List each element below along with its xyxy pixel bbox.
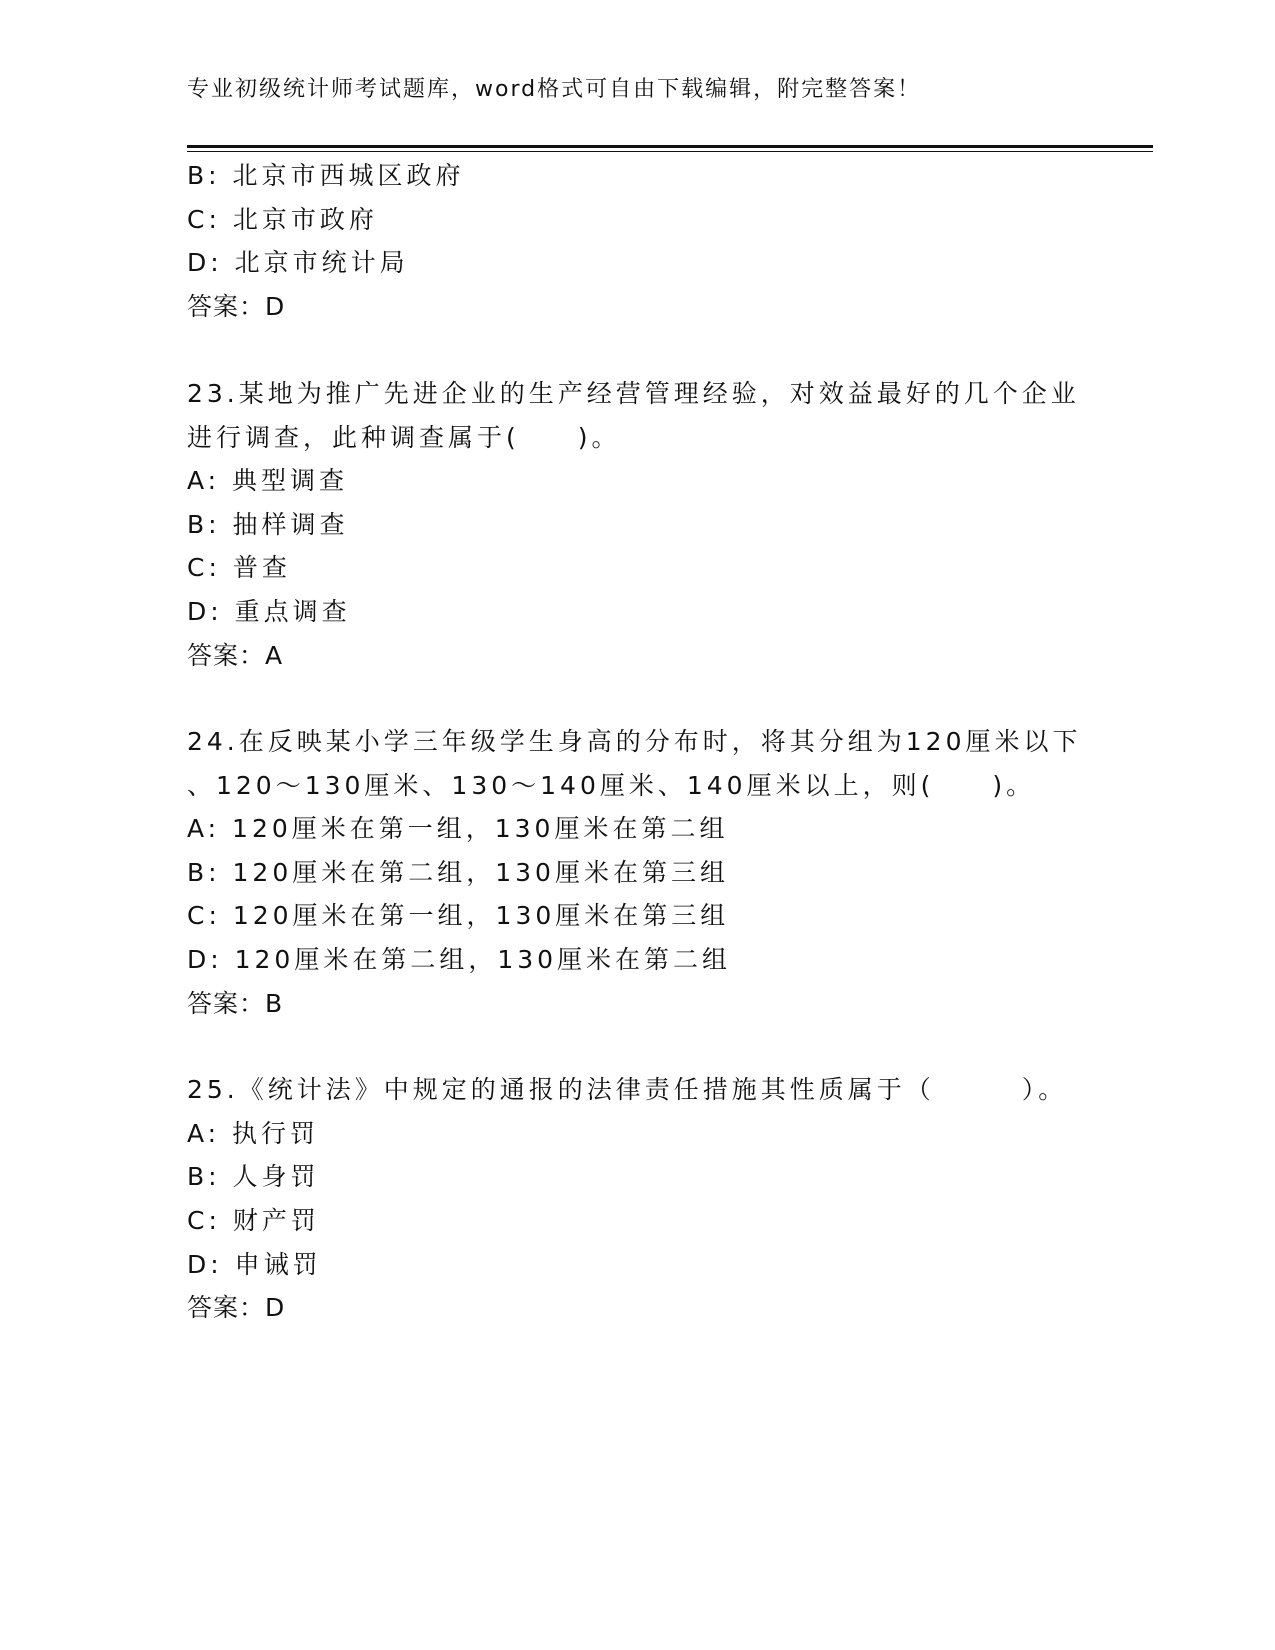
q25-option-c: C: 财产罚 [187,1206,320,1235]
q22-option-d: D: 北京市统计局 [187,248,409,277]
q23-option-a: A: 典型调查 [187,466,349,495]
q25-option-b: B: 人身罚 [187,1162,320,1191]
q24-option-c: C: 120厘米在第一组，130厘米在第三组 [187,901,730,930]
q23-option-d: D: 重点调查 [187,597,351,626]
header-rule-thin [187,151,1153,152]
q22-answer: 答案：D [187,292,286,321]
q23-answer: 答案：A [187,641,284,670]
q23-option-b: B: 抽样调查 [187,510,349,539]
header-rule-thick [187,145,1153,148]
q25-stem-line1: 25.《统计法》中规定的通报的法律责任措施其性质属于（ ）。 [187,1075,1068,1104]
q24-option-b: B: 120厘米在第二组，130厘米在第三组 [187,858,729,887]
q24-stem-line2: 、120～130厘米、130～140厘米、140厘米以上，则( )。 [187,771,1036,800]
q23-option-c: C: 普查 [187,553,291,582]
q22-option-c: C: 北京市政府 [187,205,378,234]
q23-stem-line1: 23.某地为推广先进企业的生产经营管理经验，对效益最好的几个企业 [187,379,1080,408]
q24-option-d: D: 120厘米在第二组，130厘米在第二组 [187,945,732,974]
q23-stem-line2: 进行调查，此种调查属于( )。 [187,423,621,452]
q24-answer: 答案：B [187,989,284,1018]
page-header: 专业初级统计师考试题库，word格式可自由下载编辑，附完整答案！ [187,77,922,102]
q25-option-a: A: 执行罚 [187,1119,320,1148]
q22-option-b: B: 北京市西城区政府 [187,161,465,190]
q25-option-d: D: 申诫罚 [187,1250,322,1279]
q24-option-a: A: 120厘米在第一组，130厘米在第二组 [187,814,729,843]
q24-stem-line1: 24.在反映某小学三年级学生身高的分布时，将其分组为120厘米以下 [187,727,1082,756]
q25-answer: 答案：D [187,1293,286,1322]
